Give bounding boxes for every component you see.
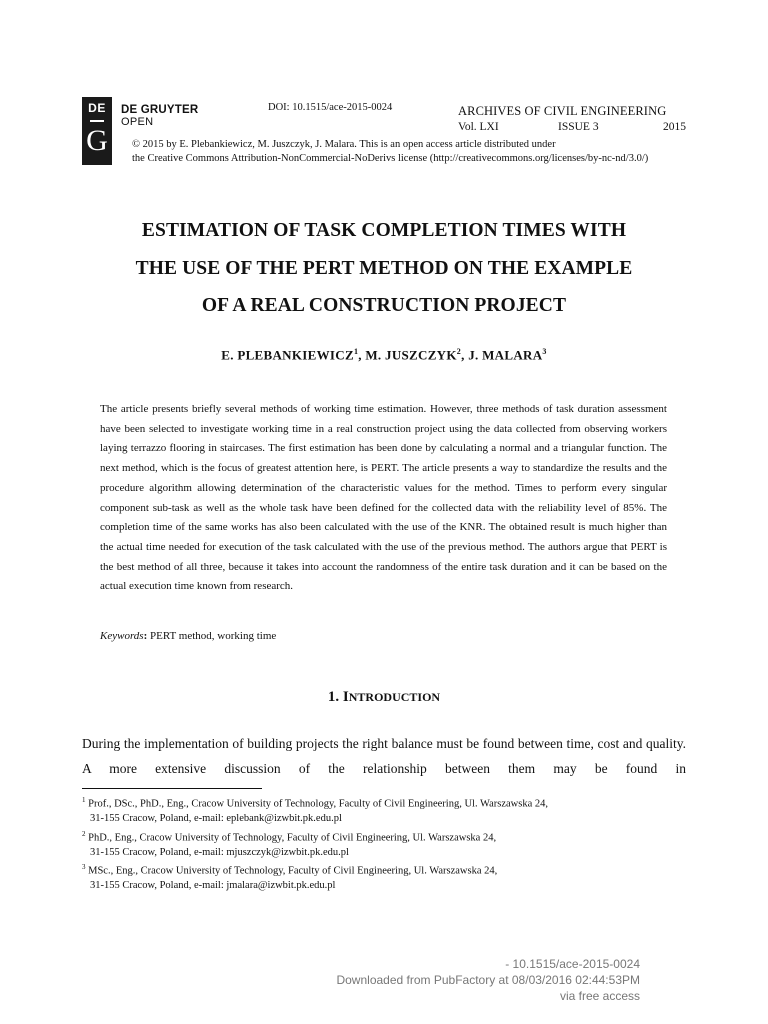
- keywords-value: PERT method, working time: [150, 630, 277, 642]
- download-watermark: [336, 956, 640, 1004]
- publisher-line1: DE GRUYTER: [121, 104, 199, 116]
- footnote: [82, 827, 682, 861]
- footnote-divider: [82, 788, 262, 789]
- footnote-line1: Prof., DSc., PhD., Eng., Cracow University of Technology, Faculty of Civil Engineering, Ul. Warszawska 24,: [88, 798, 548, 810]
- title-line1: ESTIMATION OF TASK COMPLETION TIMES WITH: [141, 220, 627, 241]
- keywords-label: Keywords: [100, 630, 144, 642]
- copyright-notice: [132, 138, 648, 166]
- download-access: via free access: [559, 989, 640, 1003]
- author-name: J. MALARA: [468, 347, 543, 363]
- section-number: 1.: [327, 689, 340, 705]
- intro-paragraph: During the implementation of building projects the right balance must be found between time, cost and quality. A more extensive discussion of the relationship between them may be found in: [82, 736, 686, 776]
- journal-name: ARCHIVES OF CIVIL ENGINEERING: [458, 104, 667, 118]
- keywords-separator: :: [143, 630, 148, 642]
- footnote-mark: 2: [82, 829, 86, 838]
- title-line3: OF A REAL CONSTRUCTION PROJECT: [201, 295, 567, 316]
- paper-title: [60, 212, 708, 325]
- footnote-mark: 3: [82, 863, 86, 872]
- abstract: The article presents briefly several methods of working time estimation. However, three methods of task duration assessment have been selected to investigate working time in a real construction project using the data collected from observing workers laying terrazzo flooring in staircases. The first estimation has been done by calculating a normal and a triangular function. The next method, which is the focus of greatest attention here, is PERT. The article presents a way to standardize the results and the procedure algorithm allowing determination of the characteristic values for the method. Times to perform every singular component sub-task as well as the whole task have been defined for the collected data with the reliability level of 85%. The completion time of the same works has also been calculated with the use of the KNR. The obtained result is much higher than the actual time needed for execution of the task calculated with the use of the previous method. The authors argue that PERT is the best method of all three, because it takes into account the randomness of the entire task duration and it can be based on the actual execution time known from research.: [100, 403, 667, 593]
- volume: Vol. LXI: [458, 121, 499, 133]
- year: 2015: [663, 121, 686, 133]
- footnote-line1: PhD., Eng., Cracow University of Technology, Faculty of Civil Engineering, Ul. Warszawska 24,: [88, 832, 497, 844]
- keywords: [100, 630, 276, 642]
- author-name: E. PLEBANKIEWICZ: [221, 347, 354, 363]
- section-title-initial: I: [342, 689, 349, 705]
- publisher-name: [121, 104, 198, 128]
- author-name: M. JUSZCZYK: [365, 347, 457, 363]
- download-doi: - 10.1515/ace-2015-0024: [505, 957, 640, 971]
- footnote-mark: 1: [82, 796, 86, 804]
- logo-g-text: G: [86, 124, 108, 157]
- footnote-line2: 31-155 Cracow, Poland, e-mail: eplebank@izwbit.pk.edu.pl: [90, 813, 342, 825]
- issue: ISSUE 3: [558, 121, 599, 133]
- footnote: [82, 860, 682, 894]
- footnotes: [82, 793, 682, 894]
- logo-de-text: DE: [88, 101, 106, 115]
- footnote-line1: MSc., Eng., Cracow University of Technology, Faculty of Civil Engineering, Ul. Warszawska 24,: [88, 865, 498, 877]
- author-list: E. PLEBANKIEWICZ$^1$, M. JUSZCZYK$^2$, J. MALARA$^3$: [221, 347, 547, 363]
- author-affiliation-mark: 1: [353, 347, 359, 356]
- download-source: Downloaded from PubFactory at 08/03/2016 02:44:53PM: [336, 973, 640, 987]
- copyright-line1: © 2015 by E. Plebankiewicz, M. Juszczyk, J. Malara. This is an open access article distributed under: [132, 139, 556, 150]
- de-gruyter-logo: [82, 97, 112, 165]
- footnote-line2: 31-155 Cracow, Poland, e-mail: mjuszczyk@izwbit.pk.edu.pl: [90, 846, 349, 858]
- footnote: [82, 793, 682, 827]
- author-affiliation-mark: 2: [456, 347, 462, 356]
- section-heading: [0, 689, 768, 706]
- publisher-line2: OPEN: [121, 116, 154, 128]
- copyright-line2: the Creative Commons Attribution-NonCommercial-NoDerivs license (http://creativecommons.org/licenses/by-nc-nd/3.0/): [132, 153, 649, 164]
- section-title-rest: NTRODUCTION: [348, 690, 441, 704]
- footnote-line2: 31-155 Cracow, Poland, e-mail: jmalara@izwbit.pk.edu.pl: [90, 880, 336, 892]
- author-affiliation-mark: 3: [542, 347, 547, 356]
- title-line2: THE USE OF THE PERT METHOD ON THE EXAMPLE: [135, 257, 633, 279]
- logo-divider: [90, 120, 104, 122]
- doi: DOI: 10.1515/ace-2015-0024: [268, 102, 393, 113]
